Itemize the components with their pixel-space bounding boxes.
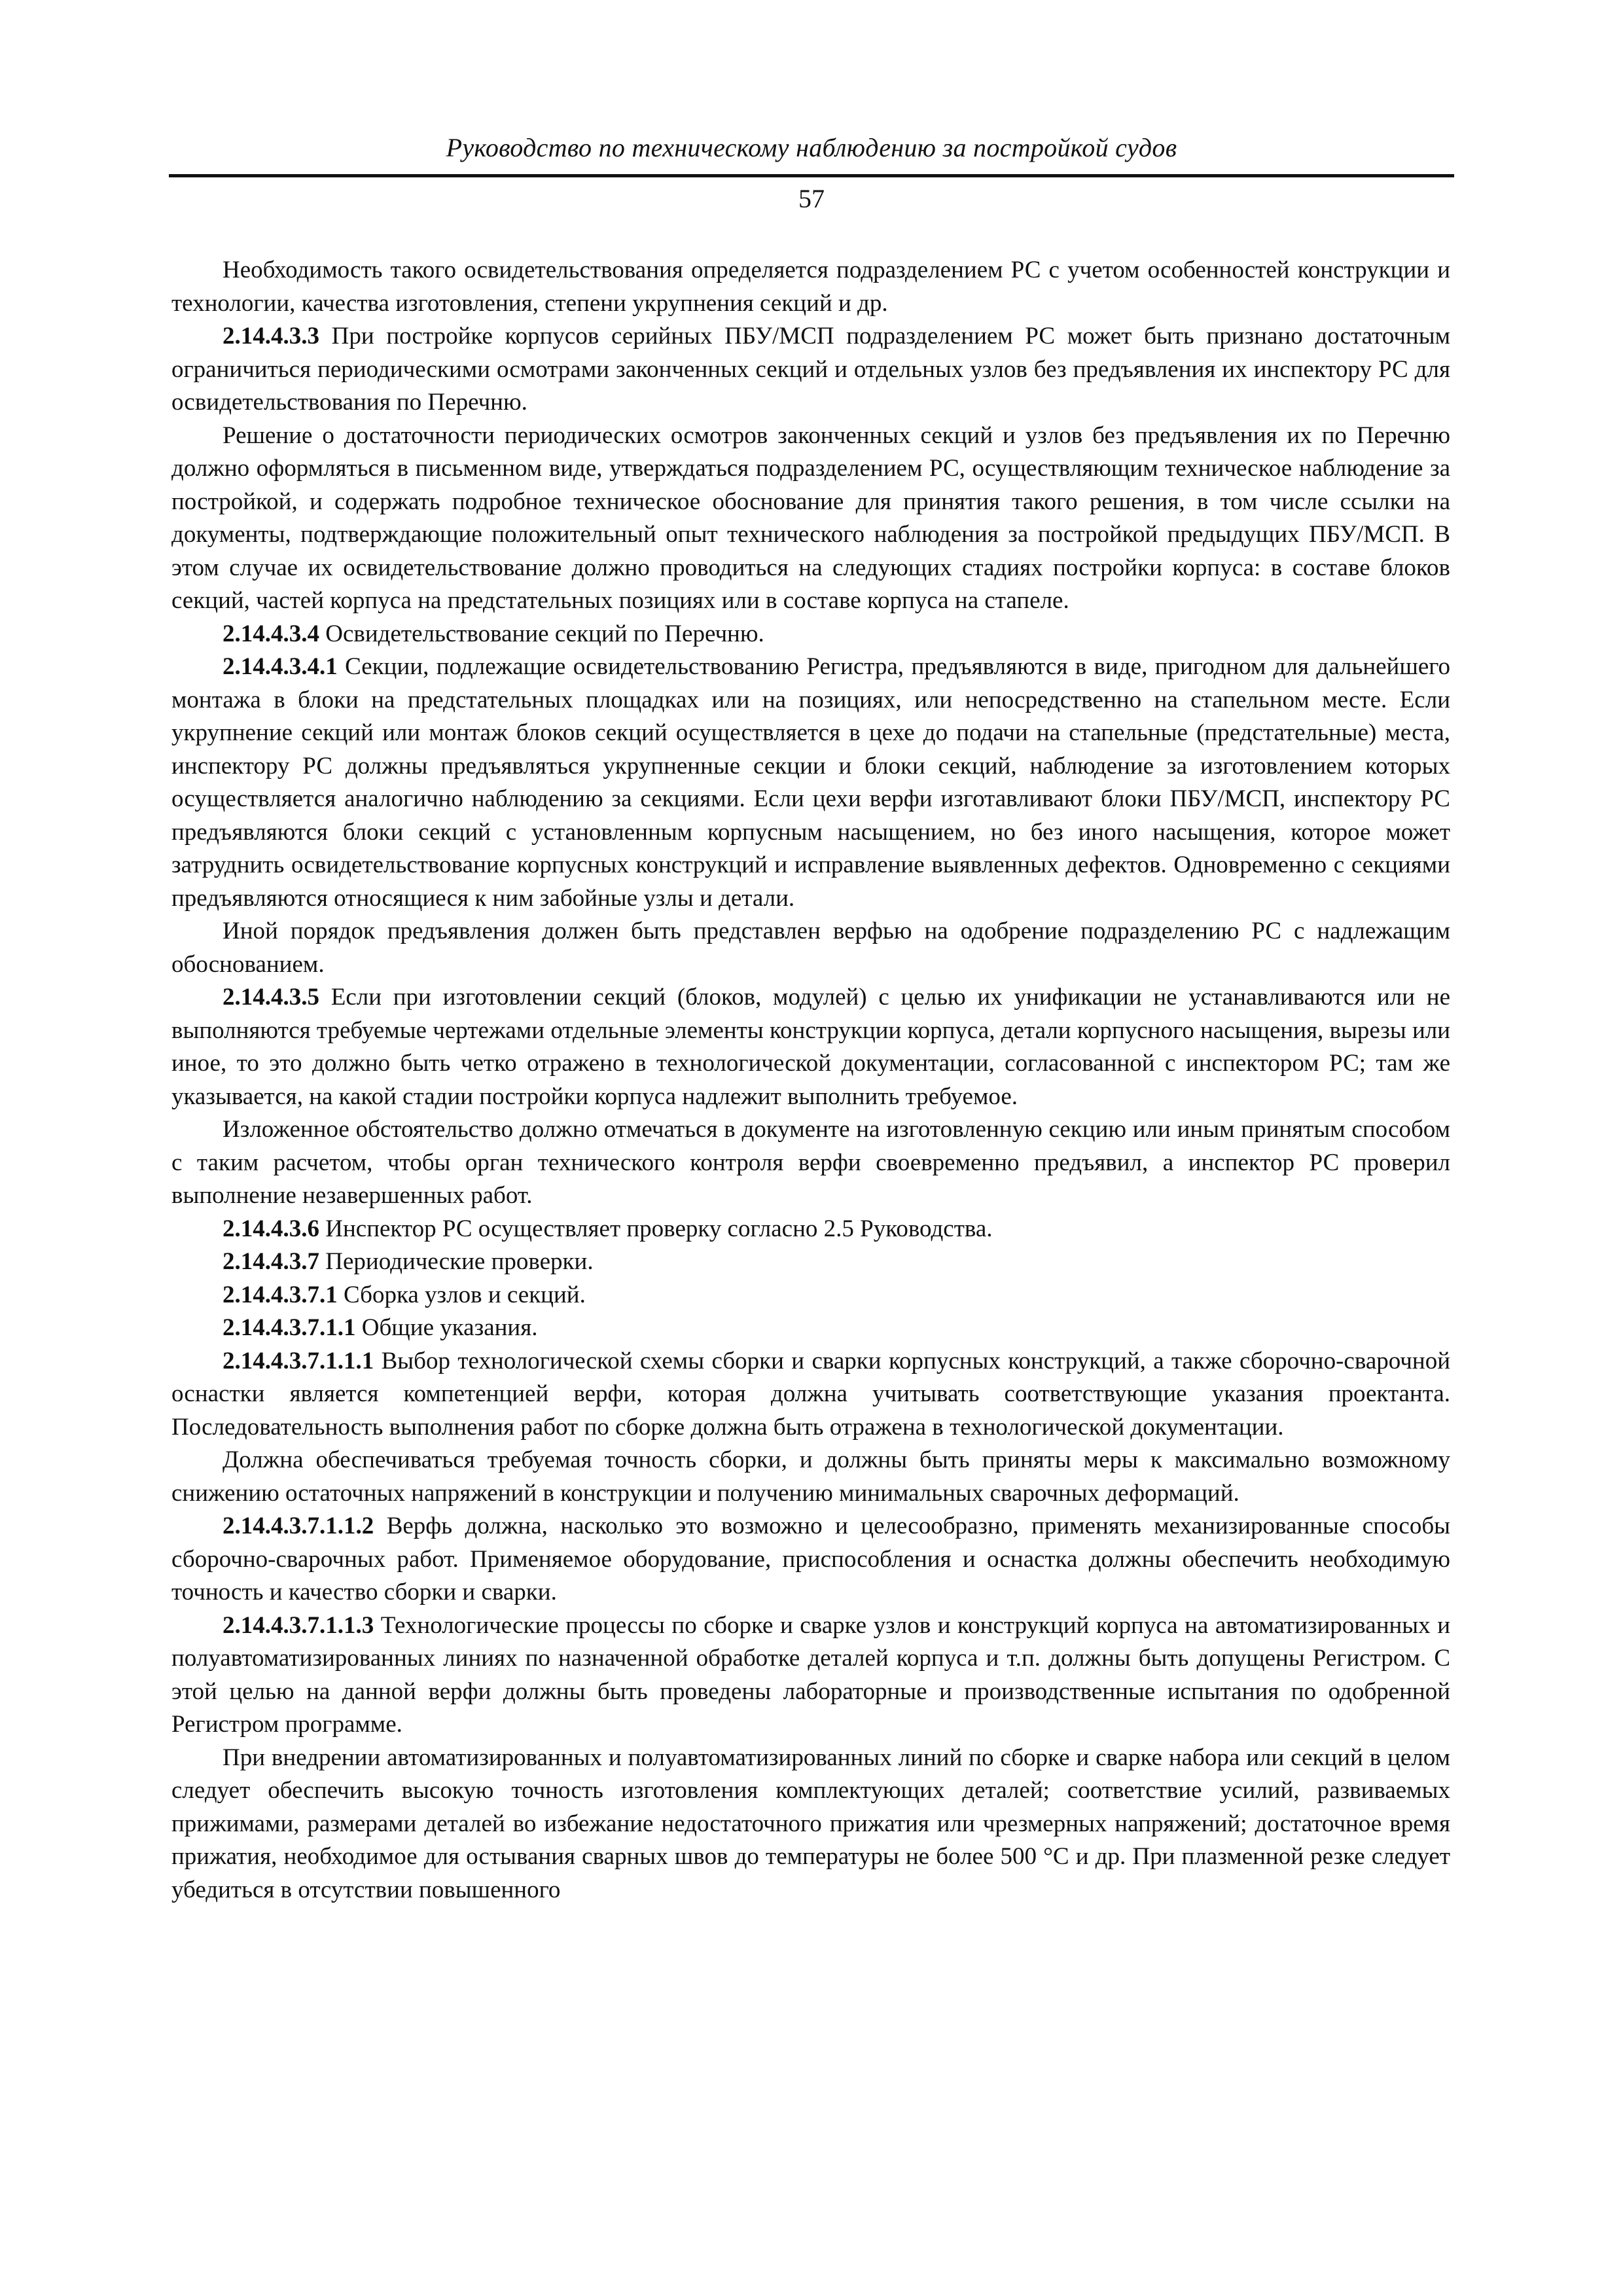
paragraph-text: Верфь должна, насколько это возможно и целесообразно, применять механизированные способы сборочно-сварочных работ. Применяемое оборудование, приспособления и оснастка должны обеспечить необходимую точность и качество сборки и сварки. — [171, 1513, 1451, 1605]
clause-number: 2.14.4.3.4 — [223, 620, 319, 647]
paragraph — [171, 420, 1450, 618]
paragraph-text: Периодические проверки. — [325, 1248, 594, 1275]
clause-number: 2.14.4.3.7.1.1 — [223, 1314, 356, 1341]
paragraph-text: Технологические процессы по сборке и сварке узлов и конструкций корпуса на автоматизированных и полуавтоматизированных линиях по назначенной обработке деталей корпуса и т.п. должны быть допущены Регистром. С этой целью на данной верфи должны быть проведены лабораторные и производственные испытания по одобренной Регистром программе. — [171, 1611, 1450, 1738]
paragraph-text: Изложенное обстоятельство должно отмечаться в документе на изготовленную секцию или иным принятым способом с таким расчетом, чтобы орган технического контроля верфи своевременно предъявил, а инспектор РС проверил выполнение незавершенных работ. — [171, 1116, 1450, 1209]
clause-paragraph — [171, 1246, 1450, 1279]
clause-paragraph — [171, 1279, 1450, 1312]
clause-number: 2.14.4.3.7.1 — [223, 1281, 338, 1308]
clause-paragraph — [171, 320, 1450, 420]
paragraph-text: Освидетельствование секций по Перечню. — [325, 620, 764, 647]
paragraph — [171, 1444, 1450, 1510]
body-text — [171, 254, 1450, 1907]
clause-paragraph — [171, 618, 1450, 651]
paragraph-text: Решение о достаточности периодических осмотров законченных секций и узлов без предъявления их по Перечню должно оформляться в письменном виде, утверждаться подразделением РС, осуществляющим техническое наблюдение за постройкой, и содержать подробное техническое обоснование для принятия такого решения, в том числе ссылки на документы, подтверждающие положительный опыт технического наблюдения за постройкой предыдущих ПБУ/МСП. В этом случае их освидетельствование должно проводиться на следующих стадиях постройки корпуса: в составе блоков секций, частей корпуса на предстательных позициях или в составе корпуса на стапеле. — [171, 422, 1450, 614]
clause-paragraph — [171, 1345, 1450, 1444]
clause-paragraph — [171, 1609, 1450, 1742]
clause-number: 2.14.4.3.3 — [223, 323, 319, 350]
clause-number: 2.14.4.3.7.1.1.1 — [223, 1347, 374, 1374]
paragraph-text: Иной порядок предъявления должен быть представлен верфью на одобрение подразделению РС с надлежащим обоснованием. — [171, 918, 1450, 978]
clause-paragraph — [171, 981, 1450, 1113]
paragraph-text: Если при изготовлении секций (блоков, модулей) с целью их унификации не устанавливаются или не выполняются требуемые чертежами отдельные элементы конструкции корпуса, детали корпусного насыщения, вырезы или иное, то это должно быть четко отражено в технологической документации, согласованной с инспектором РС; там же указывается, на какой стадии постройки корпуса надлежит выполнить требуемое. — [171, 984, 1451, 1110]
clause-number: 2.14.4.3.7 — [223, 1248, 319, 1275]
clause-number: 2.14.4.3.7.1.1.3 — [223, 1611, 374, 1639]
clause-number: 2.14.4.3.7.1.1.2 — [223, 1513, 374, 1539]
clause-number: 2.14.4.3.6 — [223, 1215, 319, 1242]
paragraph — [171, 1113, 1450, 1213]
paragraph-text: Инспектор РС осуществляет проверку согласно 2.5 Руководства. — [325, 1215, 993, 1242]
header-divider — [169, 174, 1454, 177]
paragraph-text: При внедрении автоматизированных и полуавтоматизированных линий по сборке и сварке набора или секций в целом следует обеспечить высокую точность изготовления комплектующих деталей; соответствие усилий, развиваемых прижимами, размерами деталей во избежание недостаточного прижатия или чрезмерных напряжений; достаточное время прижатия, необходимое для остывания сварных швов до температуры не более 500 °C и др. При плазменной резке следует убедиться в отсутствии повышенного — [171, 1744, 1450, 1903]
running-header: Руководство по техническому наблюдению за постройкой судов — [446, 133, 1177, 162]
clause-paragraph — [171, 1510, 1450, 1609]
clause-paragraph — [171, 1213, 1450, 1246]
paragraph — [171, 254, 1450, 320]
clause-paragraph — [171, 651, 1450, 915]
clause-number: 2.14.4.3.5 — [223, 984, 319, 1011]
paragraph — [171, 915, 1450, 981]
clause-number: 2.14.4.3.4.1 — [223, 653, 338, 680]
paragraph-text: Необходимость такого освидетельствования определяется подразделением РС с учетом особенностей конструкции и технологии, качества изготовления, степени укрупнения секций и др. — [171, 257, 1450, 317]
page-number: 57 — [798, 184, 825, 213]
paragraph — [171, 1742, 1450, 1907]
paragraph-text: Секции, подлежащие освидетельствованию Регистра, предъявляются в виде, пригодном для дальнейшего монтажа в блоки на предстательных площадках или на позициях, или непосредственно на стапельном месте. Если укрупнение секций или монтаж блоков секций осуществляется в цехе до подачи на стапельные (предстательные) места, инспектору РС должны предъявляться укрупненные секции и блоки секций, наблюдение за изготовлением которых осуществляется аналогично наблюдению за секциями. Если цехи верфи изготавливают блоки ПБУ/МСП, инспектору РС предъявляются блоки секций с установленным корпусным насыщением, но без иного насыщения, которое может затруднить освидетельствование корпусных конструкций и исправление выявленных дефектов. Одновременно с секциями предъявляются относящиеся к ним забойные узлы и детали. — [171, 653, 1451, 912]
paragraph-text: Сборка узлов и секций. — [344, 1281, 586, 1308]
paragraph-text: При постройке корпусов серийных ПБУ/МСП подразделением РС может быть признано достаточным ограничиться периодическими осмотрами законченных секций и отдельных узлов без предъявления их инспектору РС для освидетельствования по Перечню. — [171, 323, 1451, 416]
paragraph-text: Выбор технологической схемы сборки и сварки корпусных конструкций, а также сборочно-сварочной оснастки является компетенцией верфи, которая должна учитывать соответствующие указания проектанта. Последовательность выполнения работ по сборке должна быть отражена в технологической документации. — [171, 1347, 1450, 1441]
paragraph-text: Должна обеспечиваться требуемая точность сборки, и должны быть приняты меры к максимально возможному снижению остаточных напряжений в конструкции и получению минимальных сварочных деформаций. — [171, 1446, 1450, 1507]
paragraph-text: Общие указания. — [361, 1314, 538, 1341]
clause-paragraph — [171, 1312, 1450, 1345]
